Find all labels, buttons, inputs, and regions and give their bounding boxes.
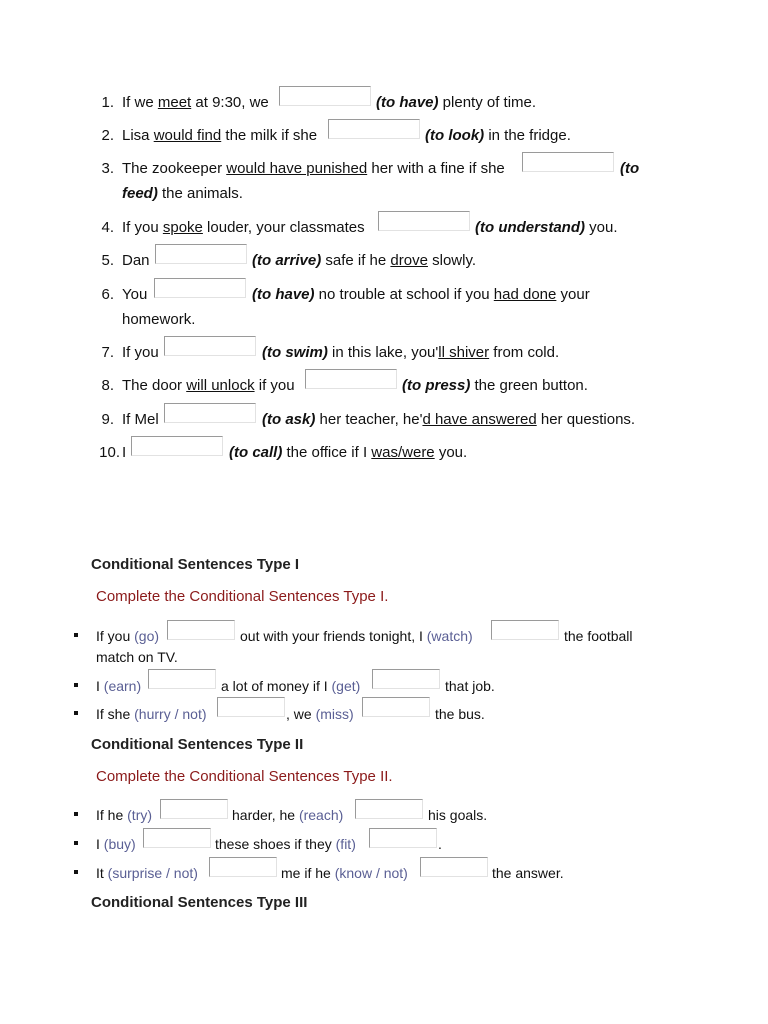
sentence-hint: (to: [620, 160, 640, 177]
sentence-text: I: [122, 444, 127, 461]
answer-input-t1-1a[interactable]: [167, 620, 235, 640]
sentence-text: Dan: [122, 252, 150, 269]
sentence-text: (to have) no trouble at school if you had done your: [252, 286, 590, 303]
sentence-text: (to swim) in this lake, you'll shiver from cold.: [262, 344, 560, 361]
section-heading-type-1: Conditional Sentences Type I: [91, 556, 300, 573]
sentence-text: the bus.: [435, 706, 485, 722]
sentence-text: me if he (know / not): [281, 865, 408, 881]
item-number: 10.: [99, 444, 120, 461]
answer-input-1[interactable]: [279, 86, 371, 106]
sentence-text: (to call) the office if I was/were you.: [229, 444, 468, 461]
bullet-icon: [74, 683, 78, 687]
sentence-text: (to arrive) safe if he drove slowly.: [252, 252, 476, 269]
instruction-type-1: Complete the Conditional Sentences Type I.: [96, 588, 389, 605]
sentence-text: (to ask) her teacher, he'd have answered her questions.: [262, 411, 636, 428]
sentence-text: that job.: [445, 678, 495, 694]
sentence-text: I (buy): [96, 836, 136, 852]
sentence-text: .: [438, 836, 442, 852]
answer-input-t2-2a[interactable]: [143, 828, 211, 848]
sentence-text: homework.: [122, 311, 196, 328]
sentence-text: The zookeeper would have punished her with a fine if she: [122, 160, 505, 177]
answer-input-t2-1b[interactable]: [355, 799, 423, 819]
section-heading-type-3: Conditional Sentences Type III: [91, 894, 308, 911]
sentence-text: , we (miss): [286, 706, 354, 722]
answer-input-2[interactable]: [328, 119, 420, 139]
sentence-text: If you: [122, 344, 159, 361]
bullet-icon: [74, 812, 78, 816]
answer-input-6[interactable]: [154, 278, 246, 298]
item-number: 4.: [101, 219, 114, 236]
sentence-text: (to look) in the fridge.: [425, 127, 571, 144]
item-number: 5.: [101, 252, 114, 269]
sentence-text: If she (hurry / not): [96, 706, 207, 722]
sentence-text: (to have) plenty of time.: [376, 94, 537, 111]
sentence-text: the football: [564, 628, 633, 644]
answer-input-t2-1a[interactable]: [160, 799, 228, 819]
answer-input-7[interactable]: [164, 336, 256, 356]
bullet-icon: [74, 711, 78, 715]
item-number: 1.: [101, 94, 114, 111]
sentence-text: a lot of money if I (get): [221, 678, 361, 694]
sentence-text: If Mel: [122, 411, 159, 428]
sentence-text: You: [122, 286, 148, 303]
item-number: 8.: [101, 377, 114, 394]
sentence-text: his goals.: [428, 807, 488, 823]
sentence-text: (to understand) you.: [475, 219, 618, 236]
item-number: 6.: [101, 286, 114, 303]
sentence-text: It (surprise / not): [96, 865, 198, 881]
section-heading-type-2: Conditional Sentences Type II: [91, 736, 304, 753]
item-number: 2.: [101, 127, 114, 144]
bullet-icon: [74, 870, 78, 874]
item-number: 7.: [101, 344, 114, 361]
answer-input-t2-3a[interactable]: [209, 857, 277, 877]
answer-input-3[interactable]: [522, 152, 614, 172]
sentence-text: If we meet at 9:30, we: [122, 94, 269, 111]
answer-input-t2-2b[interactable]: [369, 828, 437, 848]
item-number: 3.: [101, 160, 114, 177]
sentence-text: harder, he (reach): [232, 807, 344, 823]
sentence-text: the answer.: [492, 865, 564, 881]
bullet-icon: [74, 633, 78, 637]
answer-input-t2-3b[interactable]: [420, 857, 488, 877]
answer-input-4[interactable]: [378, 211, 470, 231]
sentence-text: I (earn): [96, 678, 142, 694]
sentence-text: If you spoke louder, your classmates: [122, 219, 365, 236]
sentence-text: these shoes if they (fit): [215, 836, 356, 852]
sentence-text: If you (go): [96, 628, 160, 644]
bullet-icon: [74, 841, 78, 845]
answer-input-5[interactable]: [155, 244, 247, 264]
answer-input-t1-2b[interactable]: [372, 669, 440, 689]
answer-input-9[interactable]: [164, 403, 256, 423]
answer-input-10[interactable]: [131, 436, 223, 456]
answer-input-t1-1b[interactable]: [491, 620, 559, 640]
sentence-text: If he (try): [96, 807, 153, 823]
sentence-text: The door will unlock if you: [122, 377, 295, 394]
sentence-text: Lisa would find the milk if she: [122, 127, 318, 144]
instruction-type-2: Complete the Conditional Sentences Type II.: [96, 768, 393, 785]
answer-input-t1-3a[interactable]: [217, 697, 285, 717]
item-number: 9.: [101, 411, 114, 428]
sentence-text: (to press) the green button.: [402, 377, 588, 394]
sentence-text: out with your friends tonight, I (watch): [240, 628, 473, 644]
answer-input-t1-3b[interactable]: [362, 697, 430, 717]
answer-input-8[interactable]: [305, 369, 397, 389]
sentence-text: match on TV.: [96, 649, 178, 665]
sentence-text: feed) the animals.: [122, 185, 243, 202]
answer-input-t1-2a[interactable]: [148, 669, 216, 689]
